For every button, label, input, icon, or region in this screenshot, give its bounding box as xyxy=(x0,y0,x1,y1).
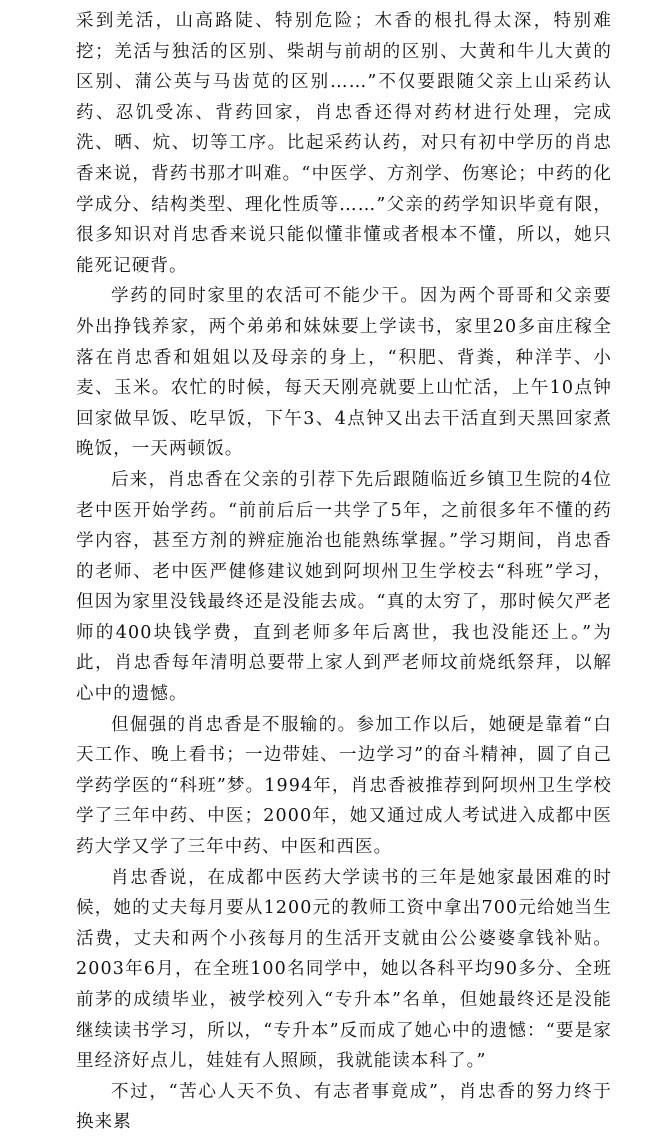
paragraph-5: 肖忠香说，在成都中医药大学读书的三年是她家最困难的时候，她的丈夫每月要从1200元的教师工资中拿出700元给她当生活费，丈夫和两个小孩每月的生活开支就由公公婆婆拿钱补贴。2003年6月，在全班100名同学中，她以各科平均90多分、全班前茅的成绩毕业，被学校列入“专升本”名单，但她最终还是没能继续读书学习，所以，“专升本”反而成了她心中的遗憾：“要是家里经济好点儿，娃娃有人照顾，我就能读本科了。” xyxy=(76,867,612,1072)
paragraph-2: 学药的同时家里的农活可不能少干。因为两个哥哥和父亲要外出挣钱养家，两个弟弟和妹妹要上学读书，家里20多亩庄稼全落在肖忠香和姐姐以及母亲的身上，“积肥、背粪，种洋芋、小麦、玉米。农忙的时候，每天天刚亮就要上山忙活，上午10点钟回家做早饭、吃早饭，下午3、4点钟又出去干活直到天黑回家煮晚饭，一天两顿饭。 xyxy=(76,286,612,460)
paragraph-4: 但倔强的肖忠香是不服输的。参加工作以后，她硬是靠着“白天工作、晚上看书；一边带娃、一边学习”的奋斗精神，圆了自己学药学医的“科班”梦。1994年，肖忠香被推荐到阿坝州卫生学校学了三年中药、中医；2000年，她又通过成人考试进入成都中医药大学又学了三年中药、中医和西医。 xyxy=(76,714,612,858)
paragraph-3: 后来，肖忠香在父亲的引荐下先后跟随临近乡镇卫生院的4位老中医开始学药。“前前后后一共学了5年，之前很多年不懂的药学内容，甚至方剂的辨症施治也能熟练掌握。”学习期间，肖忠香的老师、老中医严健修建议她到阿坝州卫生学校去“科班”学习，但因为家里没钱最终还是没能去成。“真的太穷了，那时候欠严老师的400块钱学费，直到老师多年后离世，我也没能还上。”为此，肖忠香每年清明总要带上家人到严老师坟前烧纸祭拜，以解心中的遗憾。 xyxy=(76,469,612,705)
paragraph-6: 不过，“苦心人天不负、有志者事竟成”，肖忠香的努力终于换来累 xyxy=(76,1081,612,1133)
paragraph-1: 采到羌活，山高路陡、特别危险；木香的根扎得太深，特别难挖；羌活与独活的区别、柴胡与前胡的区别、大黄和牛儿大黄的区别、蒲公英与马齿苋的区别……”不仅要跟随父亲上山采药认药、忍饥受冻、背药回家，肖忠香还得对药材进行处理，完成洗、晒、炕、切等工序。比起采药认药，对只有初中学历的肖忠香来说，背药书那才叫难。“中医学、方剂学、伤寒论；中药的化学成分、结构类型、理化性质等……”父亲的药学知识毕竟有限，很多知识对肖忠香来说只能似懂非懂或者根本不懂，所以，她只能死记硬背。 xyxy=(76,11,612,276)
